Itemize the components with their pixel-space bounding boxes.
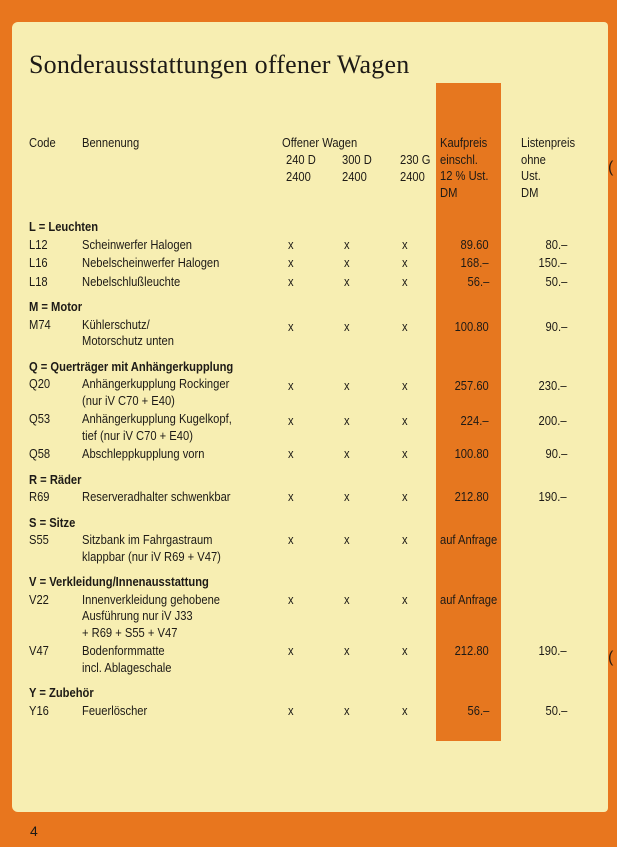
header-offener-wagen: Offener Wagen	[282, 135, 358, 150]
kaufpreis-value: 89.60	[461, 236, 489, 252]
item-code: R69	[29, 489, 50, 504]
availability-mark: x	[402, 532, 408, 547]
availability-mark: x	[344, 702, 350, 718]
listenpreis-value: 190.–	[539, 489, 567, 504]
item-name-line: Anhängerkupplung Rockinger	[82, 376, 230, 391]
kaufpreis-value: 257.60	[454, 378, 489, 393]
availability-mark: x	[402, 489, 408, 504]
item-name-line: Reserveradhalter schwenkbar	[82, 489, 231, 504]
item-name-line: (nur iV C70 + E40)	[82, 392, 175, 408]
availability-mark: x	[344, 378, 350, 393]
listenpreis-value: 50.–	[545, 702, 567, 718]
header-model-wheelbase: 2400	[286, 169, 311, 184]
item-code: Q53	[29, 411, 51, 426]
listenpreis-value: 50.–	[545, 273, 567, 289]
kaufpreis-value: 224.–	[461, 413, 489, 428]
header-listenpreis-line: Ust.	[521, 168, 541, 183]
availability-mark: x	[402, 273, 408, 289]
binder-hole-mark: (	[608, 159, 614, 176]
item-name-line: Nebelschlußleuchte	[82, 273, 181, 289]
item-name-line: Anhängerkupplung Kugelkopf,	[82, 411, 232, 426]
item-name-line: Sitzbank im Fahrgastraum	[82, 532, 213, 547]
header-model-wheelbase: 2400	[400, 169, 425, 184]
item-code: L16	[29, 255, 48, 270]
binder-hole-mark: (	[608, 649, 614, 666]
availability-mark: x	[402, 236, 408, 252]
availability-mark: x	[288, 273, 294, 289]
kaufpreis-value: 56.–	[467, 273, 489, 289]
header-model-wheelbase: 2400	[342, 169, 367, 184]
section-heading: R = Räder	[29, 471, 82, 487]
listenpreis-value: 190.–	[539, 643, 567, 658]
page-number: 4	[30, 823, 38, 839]
item-code: Q58	[29, 446, 51, 461]
item-code: L18	[29, 273, 48, 289]
section-heading: L = Leuchten	[29, 219, 99, 234]
availability-mark: x	[344, 532, 350, 547]
header-code: Code	[29, 135, 56, 150]
availability-mark: x	[402, 446, 408, 461]
header-kaufpreis-line: DM	[440, 184, 458, 200]
availability-mark: x	[402, 643, 408, 658]
item-name-line: Kühlerschutz/	[82, 316, 150, 332]
availability-mark: x	[402, 702, 408, 718]
availability-mark: x	[344, 255, 350, 270]
item-code: V47	[29, 643, 49, 658]
availability-mark: x	[288, 643, 294, 658]
listenpreis-value: 90.–	[545, 318, 567, 334]
kaufpreis-value: 100.80	[454, 446, 489, 461]
item-code: Y16	[29, 702, 49, 718]
kaufpreis-value: 212.80	[454, 489, 489, 504]
section-heading: M = Motor	[29, 299, 83, 314]
header-model-type: 300 D	[342, 152, 372, 167]
availability-mark: x	[402, 413, 408, 428]
item-name-line: incl. Ablageschale	[82, 659, 172, 675]
item-code: M74	[29, 316, 51, 332]
availability-mark: x	[288, 236, 294, 252]
kaufpreis-value: auf Anfrage	[440, 532, 498, 547]
item-code: Q20	[29, 376, 51, 391]
section-heading: Y = Zubehör	[29, 685, 94, 700]
kaufpreis-value: auf Anfrage	[440, 591, 498, 607]
availability-mark: x	[288, 702, 294, 718]
availability-mark: x	[288, 489, 294, 504]
availability-mark: x	[288, 413, 294, 428]
availability-mark: x	[402, 378, 408, 393]
item-code: V22	[29, 591, 49, 607]
availability-mark: x	[288, 255, 294, 270]
item-code: S55	[29, 532, 49, 547]
availability-mark: x	[402, 255, 408, 270]
availability-mark: x	[344, 236, 350, 252]
section-heading: S = Sitze	[29, 514, 76, 530]
header-listenpreis-line: DM	[521, 184, 539, 200]
header-kaufpreis-line: 12 % Ust.	[440, 168, 489, 183]
item-name-line: tief (nur iV C70 + E40)	[82, 427, 193, 443]
listenpreis-value: 150.–	[539, 255, 567, 270]
availability-mark: x	[344, 489, 350, 504]
availability-mark: x	[344, 273, 350, 289]
kaufpreis-value: 56.–	[467, 702, 489, 718]
kaufpreis-value: 168.–	[461, 255, 489, 270]
availability-mark: x	[344, 643, 350, 658]
availability-mark: x	[344, 446, 350, 461]
availability-mark: x	[288, 591, 294, 607]
availability-mark: x	[344, 591, 350, 607]
section-heading: V = Verkleidung/Innenausstattung	[29, 574, 209, 589]
header-kaufpreis-line: Kaufpreis	[440, 135, 488, 150]
availability-mark: x	[288, 446, 294, 461]
header-name: Bennenung	[82, 135, 140, 150]
availability-mark: x	[288, 318, 294, 334]
header-kaufpreis-line: einschl.	[440, 151, 478, 167]
item-name-line: Nebelscheinwerfer Halogen	[82, 255, 220, 270]
availability-mark: x	[288, 532, 294, 547]
item-name-line: Motorschutz unten	[82, 333, 174, 348]
item-name-line: Ausführung nur iV J33	[82, 608, 193, 623]
availability-mark: x	[402, 591, 408, 607]
availability-mark: x	[344, 318, 350, 334]
item-name-line: + R69 + S55 + V47	[82, 624, 178, 640]
header-model-type: 230 G	[400, 152, 431, 167]
header-model-type: 240 D	[286, 152, 316, 167]
listenpreis-value: 80.–	[545, 236, 567, 252]
page-title: Sonderausstattungen offener Wagen	[29, 50, 410, 79]
item-name-line: Scheinwerfer Halogen	[82, 236, 192, 252]
item-name-line: klappbar (nur iV R69 + V47)	[82, 548, 221, 564]
availability-mark: x	[344, 413, 350, 428]
section-heading: Q = Querträger mit Anhängerkupplung	[29, 358, 234, 374]
item-name-line: Bodenformmatte	[82, 643, 165, 658]
item-name-line: Innenverkleidung gehobene	[82, 591, 221, 607]
kaufpreis-value: 212.80	[454, 643, 489, 658]
listenpreis-value: 230.–	[539, 378, 567, 393]
availability-mark: x	[288, 378, 294, 393]
listenpreis-value: 90.–	[545, 446, 567, 461]
item-name-line: Abschleppkupplung vorn	[82, 446, 205, 461]
item-code: L12	[29, 236, 48, 252]
header-listenpreis-line: Listenpreis	[521, 135, 576, 150]
kaufpreis-value: 100.80	[454, 318, 489, 334]
item-name-line: Feuerlöscher	[82, 702, 148, 718]
listenpreis-value: 200.–	[539, 413, 567, 428]
header-listenpreis-line: ohne	[521, 151, 546, 167]
availability-mark: x	[402, 318, 408, 334]
